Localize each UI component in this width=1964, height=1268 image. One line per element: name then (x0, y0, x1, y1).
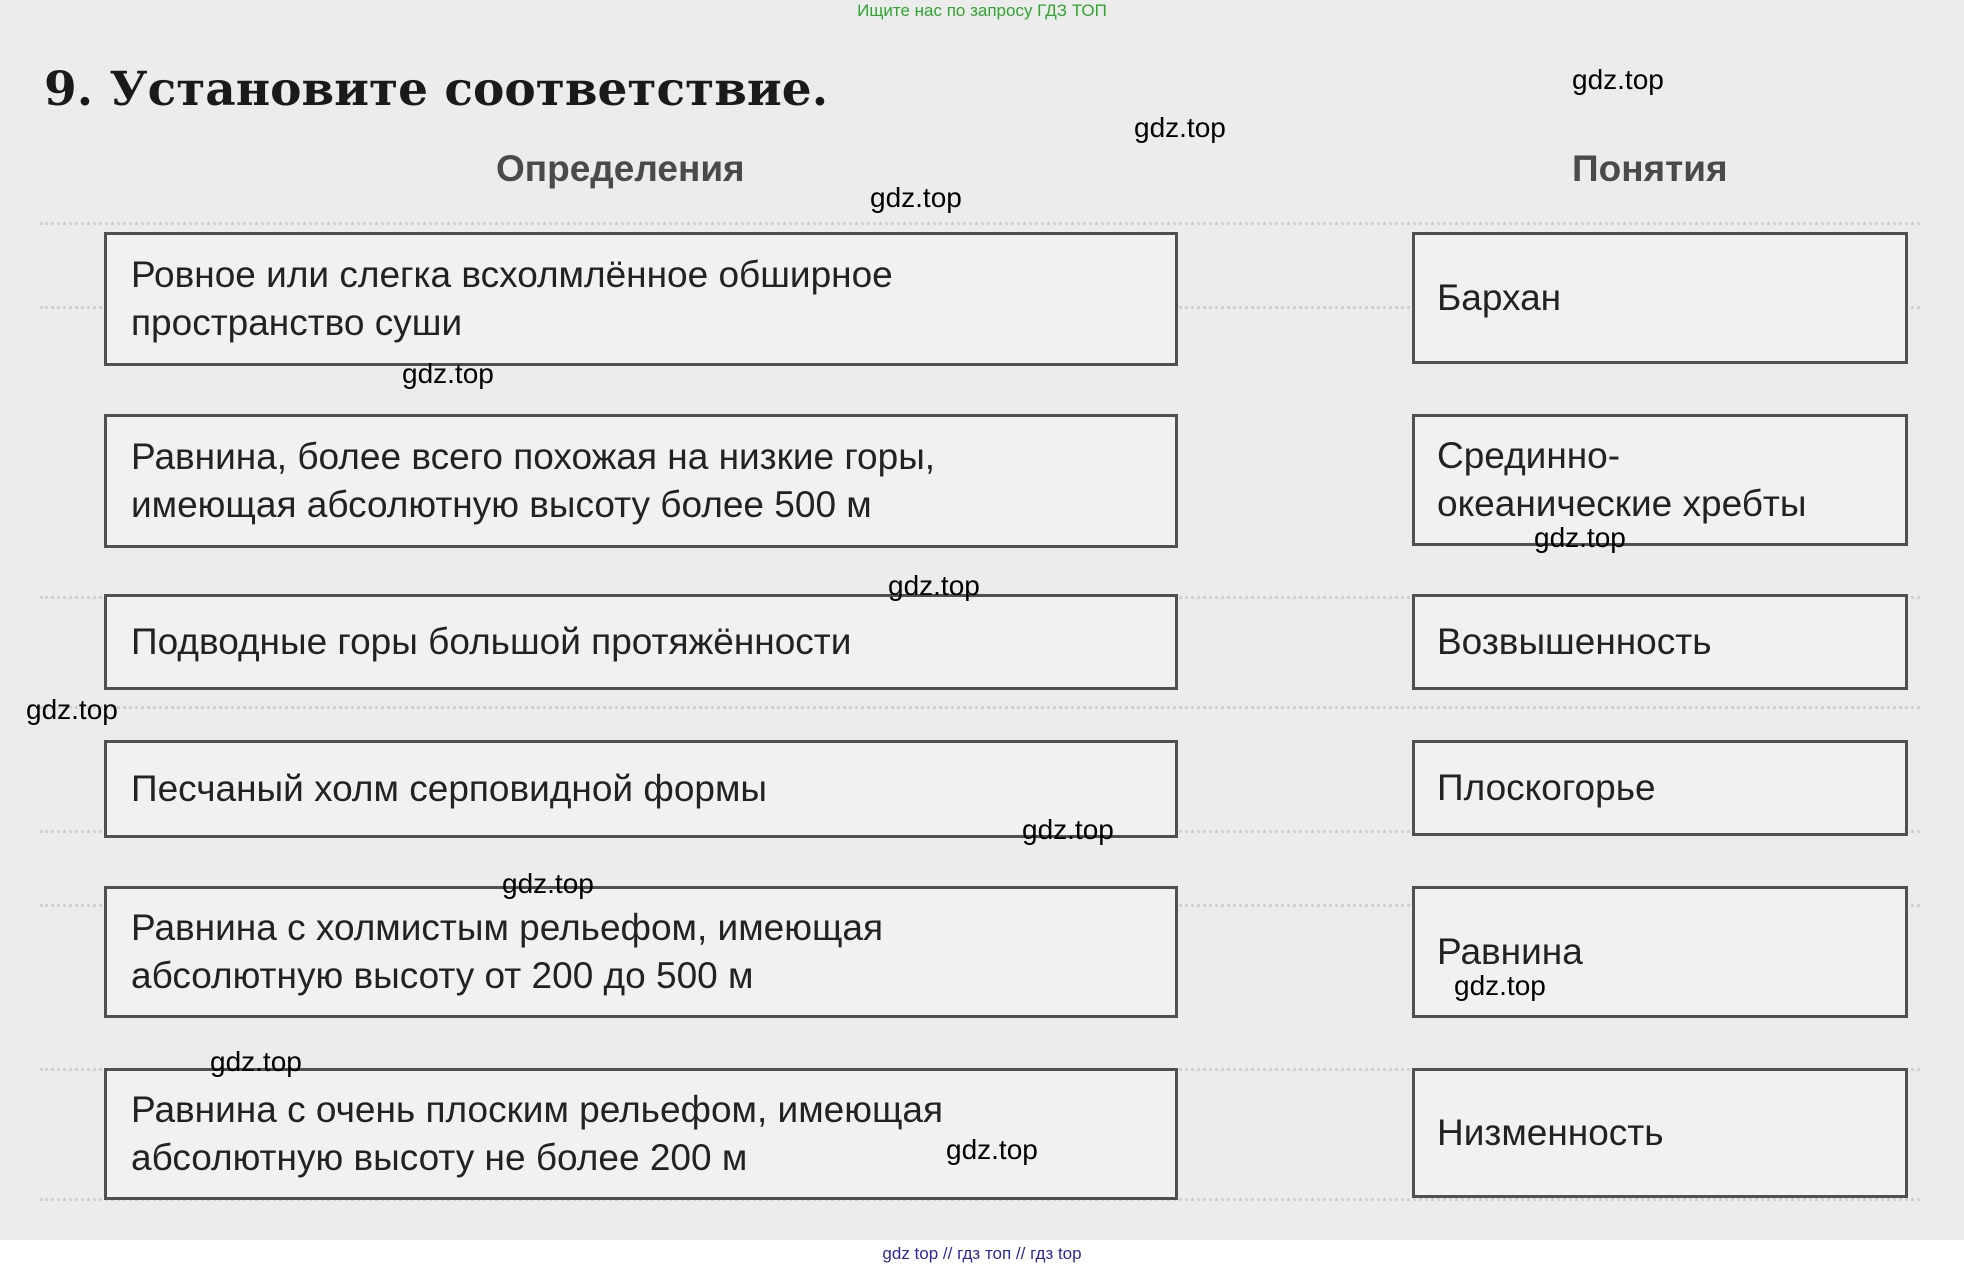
concept-box-mid-ocean-ridges[interactable] (1412, 414, 1908, 546)
watermark: gdz.top (1454, 970, 1546, 1001)
definition-text: Песчаный холм серповидной формы (131, 768, 768, 809)
watermark: gdz.top (210, 1046, 302, 1077)
concept-text: Низменность (1437, 1112, 1664, 1153)
watermark: gdz.top (946, 1134, 1038, 1165)
concept-box-plateau[interactable] (1412, 740, 1908, 836)
definition-text: Подводные горы большой протяжённости (131, 621, 852, 662)
task-title: 9. Установите соответствие. (44, 62, 829, 117)
definition-text: Равнина с холмистым рельефом, имеющая абсолютную высоту от 200 до 500 м (131, 907, 884, 996)
concept-text: Равнина (1437, 931, 1583, 972)
watermark: gdz.top (502, 868, 594, 899)
watermark: gdz.top (1534, 522, 1626, 553)
definition-text: Ровное или слегка всхолмлённое обширное пространство суши (131, 254, 893, 343)
concepts-header: Понятия (1572, 148, 1728, 189)
concept-text: Плоскогорье (1437, 767, 1656, 808)
concept-box-upland[interactable] (1412, 594, 1908, 690)
top-banner: Ищите нас по запросу ГДЗ ТОП (857, 1, 1107, 20)
bottom-banner: gdz top // гдз топ // гдз top (882, 1244, 1082, 1263)
watermark: gdz.top (26, 694, 118, 725)
concept-box-lowland[interactable] (1412, 1068, 1908, 1198)
watermark: gdz.top (1022, 814, 1114, 845)
watermark: gdz.top (1572, 64, 1664, 95)
watermark: gdz.top (888, 570, 980, 601)
definitions-header: Определения (496, 148, 745, 189)
ghost-line (40, 706, 1920, 709)
definition-text: Равнина, более всего похожая на низкие горы, имеющая абсолютную высоту более 500 м (131, 436, 936, 525)
definition-box-4[interactable] (104, 740, 1178, 838)
ghost-line (40, 222, 1920, 225)
watermark: gdz.top (1134, 112, 1226, 143)
watermark: gdz.top (870, 182, 962, 213)
concept-text: Возвышенность (1437, 621, 1712, 662)
concept-box-barkhan[interactable] (1412, 232, 1908, 364)
concept-text: Срединно- океанические хребты (1437, 435, 1807, 524)
definition-box-1[interactable] (104, 232, 1178, 366)
definition-box-2[interactable] (104, 414, 1178, 548)
definition-box-5[interactable] (104, 886, 1178, 1018)
concept-text: Бархан (1437, 277, 1562, 318)
definition-box-3[interactable] (104, 594, 1178, 690)
watermark: gdz.top (402, 358, 494, 389)
definition-text: Равнина с очень плоским рельефом, имеющая абсолютную высоту не более 200 м (131, 1089, 944, 1178)
